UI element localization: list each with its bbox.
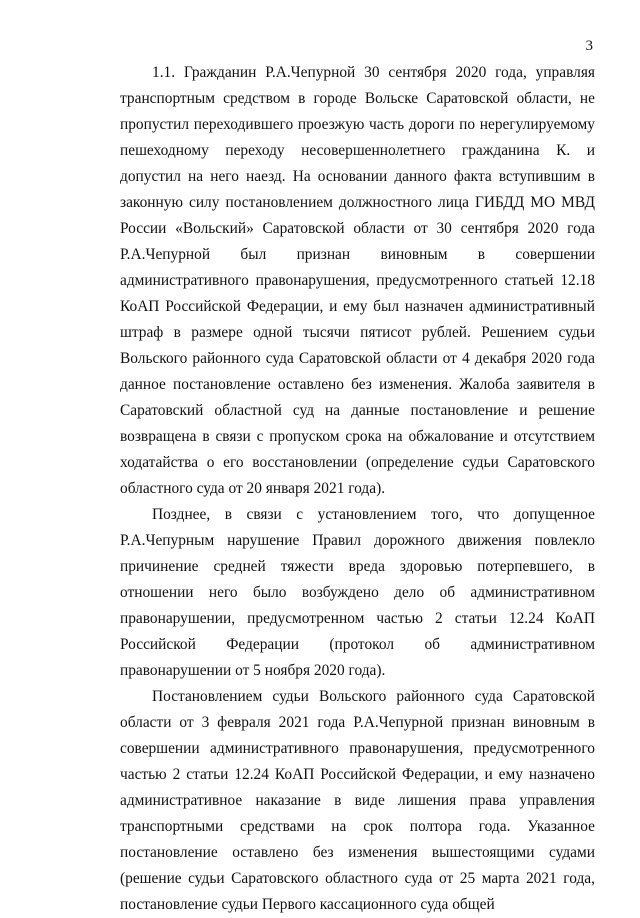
paragraph-3: Постановлением судьи Вольского районного суда Саратовской области от 3 февраля 2021 года Р.А.Чепурной признан виновным в совершении административного правонарушения, предусмотренного частью 2 статьи 12.24 КоАП Российской Федерации, и ему назначено административное наказание в виде лишения права управления транспортными средствами на срок полтора года. Указанное постановление оставлено без изменения вышестоящими судами (решение судьи Саратовского областного суда от 25 марта 2021 года, постановление судьи Первого кассационного суда общей [120, 688, 595, 913]
page-number: 3 [585, 38, 593, 54]
document-body [120, 60, 595, 918]
paragraph-1: 1.1. Гражданин Р.А.Чепурной 30 сентября 2020 года, управляя транспортным средством в городе Вольске Саратовской области, не пропустил переходившего проезжую часть дороги по нерегулируемому пешеходному переходу несовершеннолетнего гражданина К. и допустил на него наезд. На основании данного факта вступившим в законную силу постановлением должностного лица ГИБДД МО МВД России «Вольский» Саратовской области от 30 сентября 2020 года Р.А.Чепурной был признан виновным в совершении административного правонарушения, предусмотренного статьей 12.18 КоАП Российской Федерации, и ему был назначен административный штраф в размере одной тысячи пятисот рублей. Решением судьи Вольского районного суда Саратовской области от 4 декабря 2020 года данное постановление оставлено без изменения. Жалоба заявителя в Саратовский областной суд на данные постановление и решение возвращена в связи с пропуском срока на обжалование и отсутствием ходатайства о его восстановлении (определение судьи Саратовского областного суда от 20 января 2021 года). [120, 64, 595, 497]
paragraph-2: Позднее, в связи с установлением того, что допущенное Р.А.Чепурным нарушение Правил дорожного движения повлекло причинение средней тяжести вреда здоровью потерпевшего, в отношении него было возбуждено дело об административном правонарушении, предусмотренном частью 2 статьи 12.24 КоАП Российской Федерации (протокол об административном правонарушении от 5 ноября 2020 года). [120, 506, 595, 679]
